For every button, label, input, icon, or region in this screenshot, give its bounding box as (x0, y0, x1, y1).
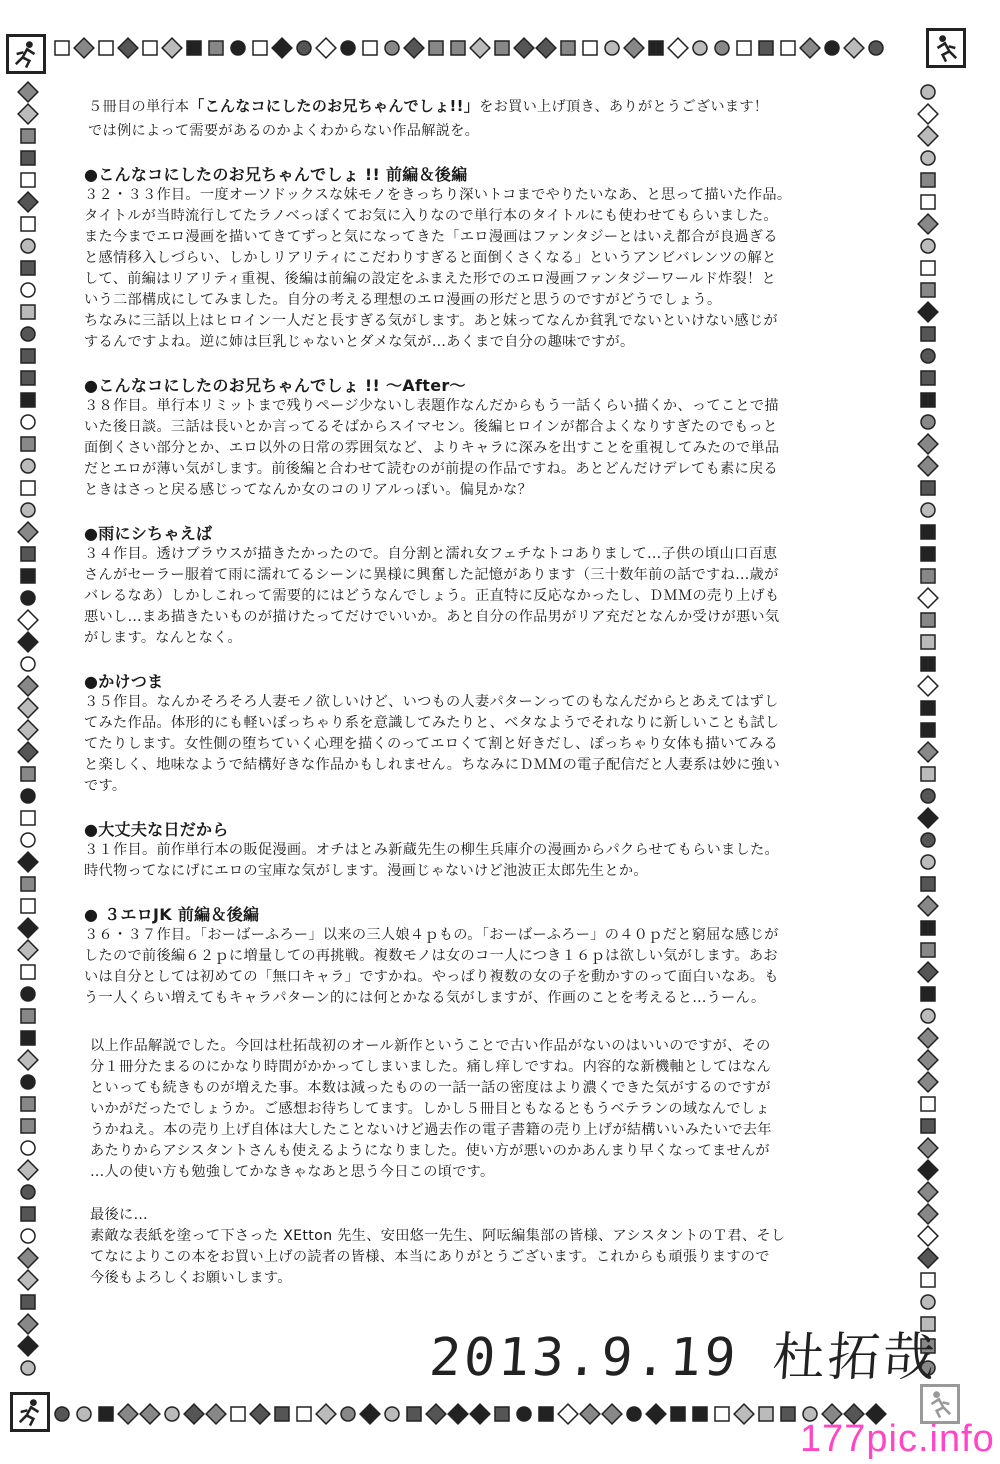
border-ornament (921, 613, 935, 627)
border-ornament (21, 811, 35, 825)
border-ornament (918, 1050, 938, 1070)
border-ornament (74, 38, 94, 58)
border-ornament (921, 283, 935, 297)
border-ornament (18, 522, 38, 542)
border-ornament (21, 261, 35, 275)
section-3ero-jk (84, 904, 884, 1009)
border-ornament (21, 1361, 35, 1375)
watermark[interactable]: 177pic.info (800, 1418, 995, 1460)
border-ornament (627, 1407, 641, 1421)
border-ornament (18, 1270, 38, 1290)
border-ornament (21, 1097, 35, 1111)
running-man-icon-top-left (6, 34, 46, 74)
section-konnako-zenpen (84, 164, 884, 353)
section-kaketsuma (84, 671, 884, 797)
border-ornament (918, 1204, 938, 1224)
border-ornament (297, 1407, 311, 1421)
border-ornament (187, 41, 201, 55)
section-body: ３１作目。前作単行本の販促漫画。オチはとみ新蔵先生の柳生兵庫介の漫画からパクらせてもらいました。 時代物ってなにげにエロの宝庫な気がします。漫画じゃないけど池波正太郎先生とか。 (84, 842, 779, 879)
border-ornament (921, 569, 935, 583)
section-ame-ni (84, 523, 884, 649)
border-ornament (921, 789, 935, 803)
border-ornament (341, 1407, 355, 1421)
border-ornament (21, 657, 35, 671)
border-ornament (921, 481, 935, 495)
border-ornament (921, 635, 935, 649)
border-ornament (921, 657, 935, 671)
border-ornament (921, 833, 935, 847)
section-heading: ●大丈夫な日だから (84, 820, 229, 839)
border-ornament (118, 38, 138, 58)
intro-line-2: では例によって需要があるのかよくわからない作品解説を。 (88, 123, 480, 139)
border-ornament (800, 38, 820, 58)
border-ornament (737, 41, 751, 55)
border-ornament (715, 1407, 729, 1421)
border-ornament (918, 1160, 938, 1180)
border-ornament (18, 940, 38, 960)
border-ornament (18, 1160, 38, 1180)
border-ornament (624, 38, 644, 58)
border-ornament (272, 38, 292, 58)
section-daijoubu (84, 819, 884, 882)
border-ornament (18, 192, 38, 212)
border-ornament (918, 896, 938, 916)
border-ornament (21, 129, 35, 143)
closing-paragraph: 以上作品解説でした。今回は杜拓哉初のオール新作ということで古い作品がないのはいいのですが、その 分１冊分たまるのにかなり時間がかかってしまいました。痛し痒しですね。内容的な新機軸としてはなん といっても続きものが増えた事。本数は減ったものの一話一話の密度はより濃くできた気がするのですが いかがだったでしょうか。ご感想お待ちしてます。しかし５冊目ともなるともうベテランの域なんでしょ うかねえ。本の売り上げ自体は大したことないけど過去作の電子書籍の売り上げが結構いいみたいで去年 あたりからアシスタントさんも使えるようになりました。使い方が悪いのかあんまり早くなってませんが …人の使い方も勉強してかなきゃなあと思う今日この頃です。 (90, 1038, 772, 1180)
border-ornament (18, 1248, 38, 1268)
border-ornament (921, 723, 935, 737)
border-ornament (921, 393, 935, 407)
border-ornament (21, 503, 35, 517)
border-ornament (99, 1407, 113, 1421)
border-ornament (18, 852, 38, 872)
border-ornament (470, 1404, 490, 1424)
border-ornament (385, 41, 399, 55)
border-ornament (140, 1404, 160, 1424)
border-ornament (21, 767, 35, 781)
border-ornament (921, 525, 935, 539)
border-ornament (250, 1404, 270, 1424)
border-ornament (21, 437, 35, 451)
border-ornament (646, 1404, 666, 1424)
border-ornament (184, 1404, 204, 1424)
border-ornament (404, 38, 424, 58)
border-ornament (668, 38, 688, 58)
border-ornament (649, 41, 663, 55)
border-ornament (18, 698, 38, 718)
border-ornament (21, 1009, 35, 1023)
border-ornament (21, 591, 35, 605)
border-ornament (21, 1295, 35, 1309)
border-ornament (21, 547, 35, 561)
section-heading: ● ３エロJK 前編＆後編 (84, 905, 260, 924)
border-ornament (918, 1072, 938, 1092)
border-ornament (18, 720, 38, 740)
section-body: ３６・３７作目。「おーばーふろー」以来の三人娘４ｐもの。「おーばーふろー」の４０ｐだと窮屈な感じが したので前後編６２ｐに増量しての再挑戦。複数モノは女のコ一人につき１６ｐは欲しい気がします。あお いは自分としては初めての「無口キャラ」ですかね。やっぱり複数の女の子を動かすのって面白いなあ。も う一人くらい増えてもキャラパターン的には何とかなる気がしますが、作画のことを考えると…うーん。 (84, 927, 779, 1006)
border-ornament (921, 239, 935, 253)
section-body: ３８作目。単行本リミットまで残りページ少ないし表題作なんだからもう一話くらい描くか、ってことで描 いた後日談。三話は長いとか言ってるそばからスイマセン。後編ヒロインが都合よくなりすぎたのでもっと 面倒くさい部分とか、エロ以外の日常の雰囲気など、よりキャラに深みを出すことを重視してみたので単品 だとエロが薄い気がします。前後編と合わせて読むのが前提の作品ですね。あとどんだけデレても素に戻る ときはさっと戻る感じってなんか女のコのリアルっぽい。偏見かな？ (84, 398, 780, 498)
border-ornament (539, 1407, 553, 1421)
intro-line-1 (88, 96, 884, 118)
border-ornament (921, 261, 935, 275)
border-ornament (693, 41, 707, 55)
book-title: 「こんなコにしたのお兄ちゃんでしょ!!」 (189, 97, 480, 115)
border-ornament (921, 1295, 935, 1309)
border-ornament (21, 371, 35, 385)
section-konnako-after (84, 375, 884, 501)
border-ornament (558, 1404, 578, 1424)
border-ornament (921, 371, 935, 385)
section-heading: ●かけつま (84, 672, 164, 691)
border-ornament (580, 1404, 600, 1424)
border-ornament (759, 41, 773, 55)
intro (84, 96, 884, 142)
border-ornament (671, 1407, 685, 1421)
afterword-text (84, 96, 884, 1289)
border-ornament (21, 1141, 35, 1155)
border-ornament (495, 1407, 509, 1421)
border-ornament (21, 877, 35, 891)
border-ornament (21, 833, 35, 847)
handwritten-signature: 2013.9.19 杜拓哉 (427, 1328, 940, 1388)
border-ornament (844, 38, 864, 58)
border-ornament (918, 1138, 938, 1158)
border-ornament (921, 349, 935, 363)
border-ornament (21, 1119, 35, 1133)
border-ornament (470, 38, 490, 58)
border-ornament (514, 38, 534, 58)
border-ornament (21, 217, 35, 231)
border-ornament (602, 1404, 622, 1424)
border-ornament (451, 41, 465, 55)
border-ornament (21, 349, 35, 363)
border-ornament (18, 742, 38, 762)
border-ornament (918, 1028, 938, 1048)
border-ornament (918, 302, 938, 322)
border-ornament (918, 742, 938, 762)
border-ornament (18, 1050, 38, 1070)
border-ornament (869, 41, 883, 55)
border-ornament (918, 962, 938, 982)
border-ornament (21, 569, 35, 583)
border-ornament (297, 41, 311, 55)
border-ornament (341, 41, 355, 55)
border-ornament (781, 1407, 795, 1421)
border-ornament (918, 1226, 938, 1246)
border-ornament (918, 456, 938, 476)
border-ornament (429, 41, 443, 55)
running-man-icon-bottom-left (10, 1392, 50, 1432)
border-ornament (21, 789, 35, 803)
border-ornament (385, 1407, 399, 1421)
border-ornament (18, 918, 38, 938)
section-heading: ●雨にシちゃえば (84, 524, 213, 543)
border-ornament (561, 41, 575, 55)
border-ornament (921, 547, 935, 561)
thanks-heading: 最後に… (90, 1207, 148, 1223)
border-ornament (21, 1185, 35, 1199)
section-heading: ●こんなコにしたのお兄ちゃんでしょ !! ～After～ (84, 376, 466, 395)
border-ornament (360, 1404, 380, 1424)
border-ornament (583, 41, 597, 55)
border-ornament (18, 632, 38, 652)
border-ornament (143, 41, 157, 55)
border-ornament (734, 1404, 754, 1424)
border-ornament (21, 393, 35, 407)
border-ornament (253, 41, 267, 55)
border-ornament (921, 1273, 935, 1287)
border-ornament (921, 877, 935, 891)
border-ornament (18, 1336, 38, 1356)
section-heading: ●こんなコにしたのお兄ちゃんでしょ !! 前編＆後編 (84, 165, 468, 184)
border-ornament (921, 921, 935, 935)
border-ornament (918, 214, 938, 234)
border-ornament (118, 1404, 138, 1424)
border-ornament (921, 327, 935, 341)
border-ornament (21, 173, 35, 187)
border-ornament (21, 151, 35, 165)
border-ornament (921, 415, 935, 429)
border-ornament (921, 855, 935, 869)
border-ornament (921, 85, 935, 99)
border-ornament (21, 415, 35, 429)
border-ornament (715, 41, 729, 55)
section-body: ３５作目。なんかそろそろ人妻モノ欲しいけど、いつもの人妻パターンってのもなんだからとあえてはずし てみた作品。体形的にも軽いぽっちゃり系を意識してみたりと、ベタなようでそれなりに新しいことも試し てたりします。女性側の堕ちていく心理を描くのってエロくて割と好きだし、ぽっちゃり女体も描いてみる と楽しく、地味なようで結構好きな作品かもしれません。ちなみにＤＭＭの電子配信だと人妻系は妙に強い です。 (84, 694, 780, 794)
border-ornament (21, 305, 35, 319)
border-ornament (921, 1097, 935, 1111)
border-ornament (918, 104, 938, 124)
border-ornament (918, 126, 938, 146)
border-ornament (316, 38, 336, 58)
border-ornament (921, 1119, 935, 1133)
border-ornament (165, 1407, 179, 1421)
border-ornament (77, 1407, 91, 1421)
section-body: ３２・３３作目。一度オーソドックスな妹モノをきっちり深いトコまでやりたいなあ、と思って描いた作品。 タイトルが当時流行してたラノベっぽくてお気に入りなので単行本のタイトルにも使わせてもらいました。 また今までエロ漫画を描いてきてずっと気になってきた「エロ漫画はファンタジーとはいえ都合が良過ぎる と感情移入しづらい、しかしリアリティにこだわりすぎると面倒くさくなる」というアンビバレンツの解と して、前編はリアリティ重視、後編は前編の設定をふまえた形でのエロ漫画ファンタジーワールド炸裂！と いう二部構成にしてみました。自分の考える理想のエロ漫画の形だと思うのですがどうでしょう。 ちなみに三話以上はヒロイン一人だと長すぎる気がします。あと妹ってなんか貧乳でないといけない感じが するんですよね。逆に姉は巨乳じゃないとダメな気が…あくまで自分の趣味ですが。 (84, 187, 792, 350)
border-ornament (21, 481, 35, 495)
border-ornament (363, 41, 377, 55)
border-ornament (21, 965, 35, 979)
running-man-icon-top-right (926, 28, 966, 68)
border-ornament (275, 1407, 289, 1421)
border-ornament (536, 38, 556, 58)
border-ornament (231, 41, 245, 55)
border-ornament (921, 195, 935, 209)
border-ornament (918, 1248, 938, 1268)
border-ornament (605, 41, 619, 55)
border-ornament (21, 1207, 35, 1221)
border-ornament (918, 676, 938, 696)
border-ornament (921, 173, 935, 187)
border-ornament (206, 1404, 226, 1424)
border-ornament (517, 1407, 531, 1421)
border-ornament (918, 1182, 938, 1202)
border-ornament (21, 1075, 35, 1089)
border-ornament (21, 899, 35, 913)
border-ornament (693, 1407, 707, 1421)
border-ornament (918, 434, 938, 454)
border-ornament (21, 1031, 35, 1045)
border-ornament (918, 588, 938, 608)
section-body: ３４作目。透けブラウスが描きたかったので。自分割と濡れ女フェチなトコありまして…子供の頃山口百恵 さんがセーラー服着て雨に濡れてるシーンに異様に興奮した記憶があります（三十数年前の話ですね…歳が バレるなあ）しかしこれって需要的にはどうなんでしょう。正直特に反応なかったし、ＤＭＭの売り上げも 悪いし…まあ描きたいものが描けたってだけでいいか。あと自分の作品男がリア充だとなんか受けが悪い気 がします。なんとなく。 (84, 546, 780, 646)
border-ornament (21, 1229, 35, 1243)
border-ornament (448, 1404, 468, 1424)
border-ornament (921, 943, 935, 957)
border-ornament (759, 1407, 773, 1421)
border-ornament (921, 767, 935, 781)
border-ornament (921, 1009, 935, 1023)
border-ornament (921, 151, 935, 165)
border-ornament (18, 1314, 38, 1334)
border-ornament (921, 701, 935, 715)
intro-suffix: をお買い上げ頂き、ありがとうございます！ (479, 99, 769, 115)
border-ornament (825, 41, 839, 55)
border-ornament (209, 41, 223, 55)
border-ornament (426, 1404, 446, 1424)
border-ornament (162, 38, 182, 58)
border-ornament (21, 283, 35, 297)
border-ornament (21, 459, 35, 473)
border-ornament (18, 676, 38, 696)
border-ornament (18, 610, 38, 630)
border-ornament (55, 1407, 69, 1421)
border-ornament (18, 104, 38, 124)
border-ornament (99, 41, 113, 55)
border-ornament (231, 1407, 245, 1421)
border-ornament (921, 987, 935, 1001)
thanks-body: 素敵な表紙を塗って下さった XEtton 先生、安田悠一先生、阿呍編集部の皆様、アシスタントのＴ君、そし てなによりこの本をお買い上げの読者の皆様、本当にありがとうございます。これからも頑張りますので 今後もよろしくお願いします。 (90, 1228, 786, 1286)
border-ornament (918, 808, 938, 828)
border-ornament (21, 327, 35, 341)
border-ornament (495, 41, 509, 55)
border-ornament (55, 41, 69, 55)
border-ornament (781, 41, 795, 55)
border-ornament (316, 1404, 336, 1424)
intro-prefix: ５冊目の単行本 (88, 99, 190, 115)
thanks (90, 1205, 884, 1289)
border-ornament (21, 239, 35, 253)
border-ornament (921, 503, 935, 517)
border-ornament (407, 1407, 421, 1421)
border-ornament (21, 987, 35, 1001)
border-ornament (18, 82, 38, 102)
